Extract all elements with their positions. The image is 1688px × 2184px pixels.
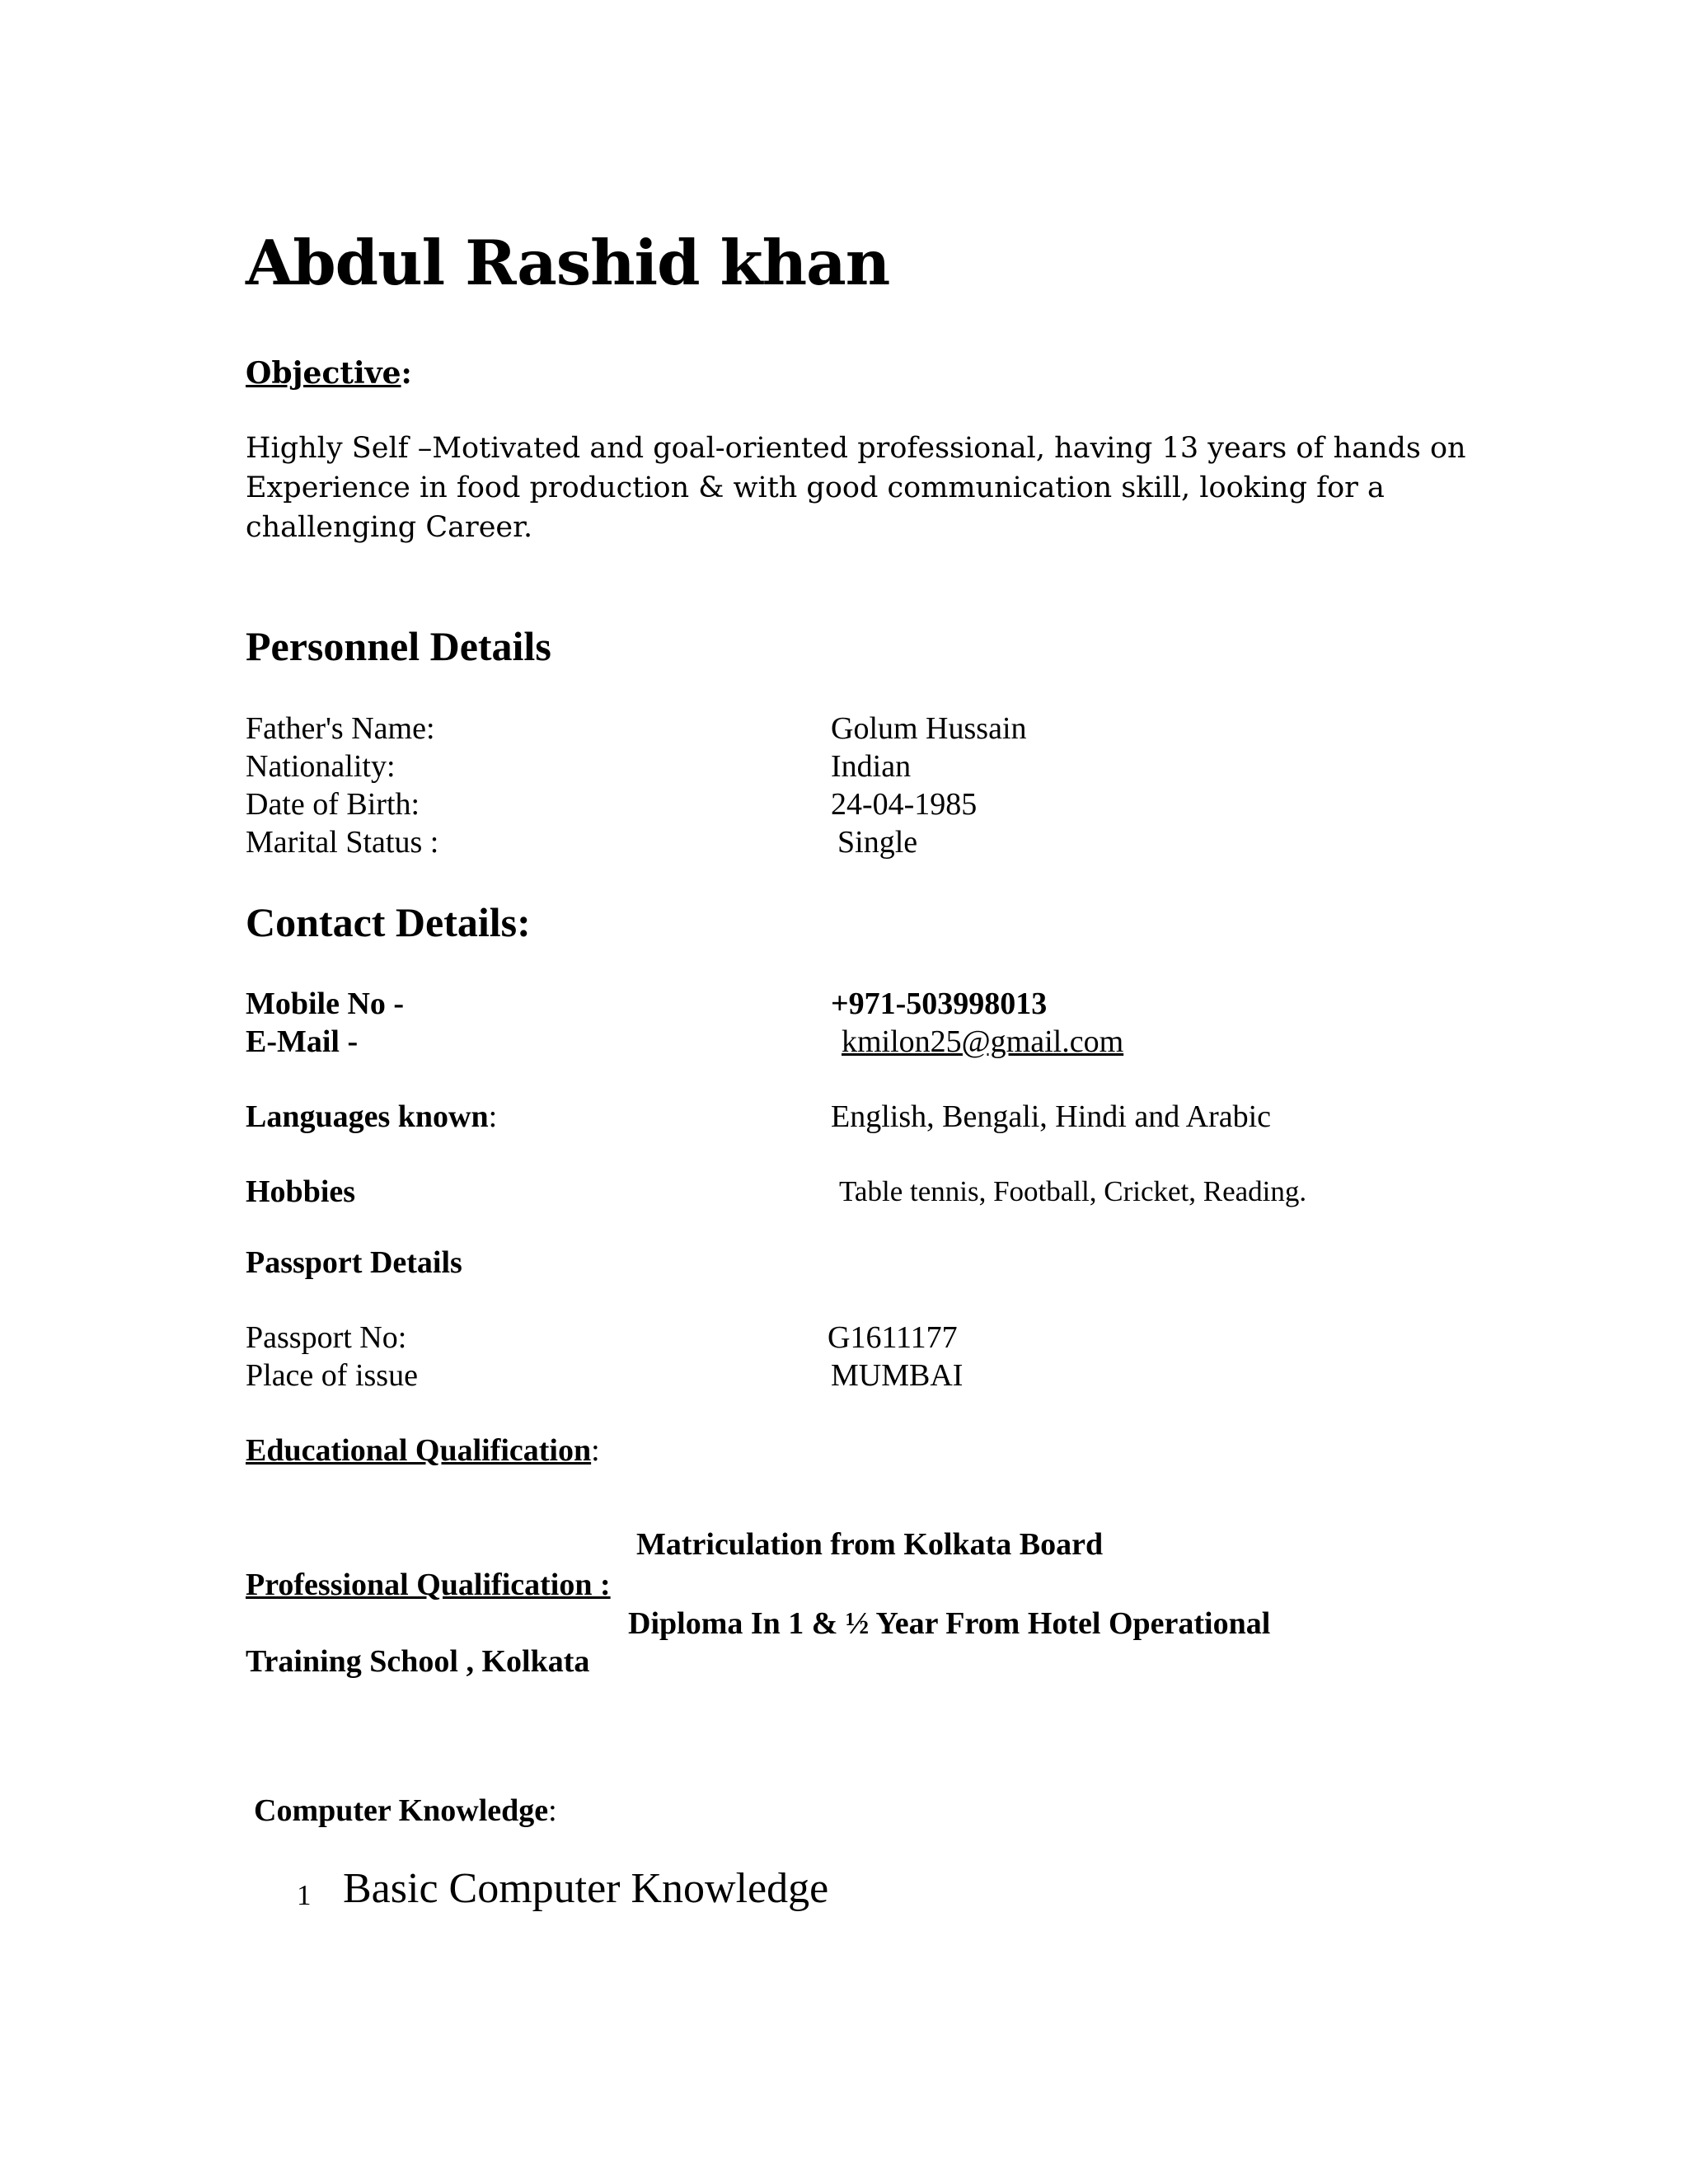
educational-qualification-label: Educational Qualification <box>246 1433 592 1468</box>
professional-qualification-line2: Training School , Kolkata <box>246 1644 590 1679</box>
nationality-value: Indian <box>831 749 912 784</box>
personnel-details-heading: Personnel Details <box>246 623 551 669</box>
place-of-issue-label: Place of issue <box>246 1358 418 1393</box>
languages-label: Languages known <box>246 1099 489 1134</box>
educational-qualification-value: Matriculation from Kolkata Board <box>636 1527 1104 1562</box>
email-link[interactable]: kmilon25@gmail.com <box>842 1024 1124 1059</box>
email-label: E-Mail - <box>246 1024 359 1059</box>
passport-number-label: Passport No: <box>246 1320 407 1355</box>
hobbies-label: Hobbies <box>246 1174 356 1209</box>
languages-label-row <box>246 1099 497 1135</box>
computer-knowledge-heading <box>254 1793 557 1829</box>
mobile-value: +971-503998013 <box>831 987 1048 1021</box>
marital-status-label: Marital Status : <box>246 825 439 860</box>
list-item: Basic Computer Knowledge <box>343 1865 829 1912</box>
date-of-birth-value: 24-04-1985 <box>831 787 978 822</box>
professional-qualification-line1: Diploma In 1 & ½ Year From Hotel Operational <box>628 1606 1271 1641</box>
list-item-number: 1 <box>297 1879 312 1911</box>
educational-qualification-colon: : <box>591 1433 600 1468</box>
marital-status-value: Single <box>837 825 918 860</box>
educational-qualification-heading <box>246 1432 600 1469</box>
place-of-issue-value: MUMBAI <box>831 1358 964 1393</box>
objective-heading <box>246 356 412 391</box>
objective-text: Highly Self –Motivated and goal-oriented professional, having 13 years of hands on Experience in food production & with good communication skill, looking for a challenging Career. <box>246 432 1466 544</box>
mobile-label: Mobile No - <box>246 987 405 1021</box>
nationality-label: Nationality: <box>246 749 396 784</box>
passport-details-heading: Passport Details <box>246 1245 462 1280</box>
passport-number-value: G1611177 <box>828 1320 958 1355</box>
languages-colon: : <box>488 1099 498 1134</box>
fathers-name-value: Golum Hussain <box>831 711 1027 746</box>
hobbies-value: Table tennis, Football, Cricket, Reading. <box>839 1175 1307 1207</box>
contact-details-heading: Contact Details: <box>246 899 531 945</box>
objective-heading-label: Objective <box>246 356 401 391</box>
professional-qualification-heading: Professional Qualification : <box>246 1568 611 1602</box>
computer-knowledge-label: Computer Knowledge <box>254 1793 549 1828</box>
candidate-name: Abdul Rashid khan <box>246 227 890 299</box>
fathers-name-label: Father's Name: <box>246 711 435 746</box>
objective-heading-colon: : <box>401 356 412 391</box>
languages-value: English, Bengali, Hindi and Arabic <box>831 1099 1272 1134</box>
date-of-birth-label: Date of Birth: <box>246 787 420 822</box>
computer-knowledge-colon: : <box>548 1793 557 1828</box>
